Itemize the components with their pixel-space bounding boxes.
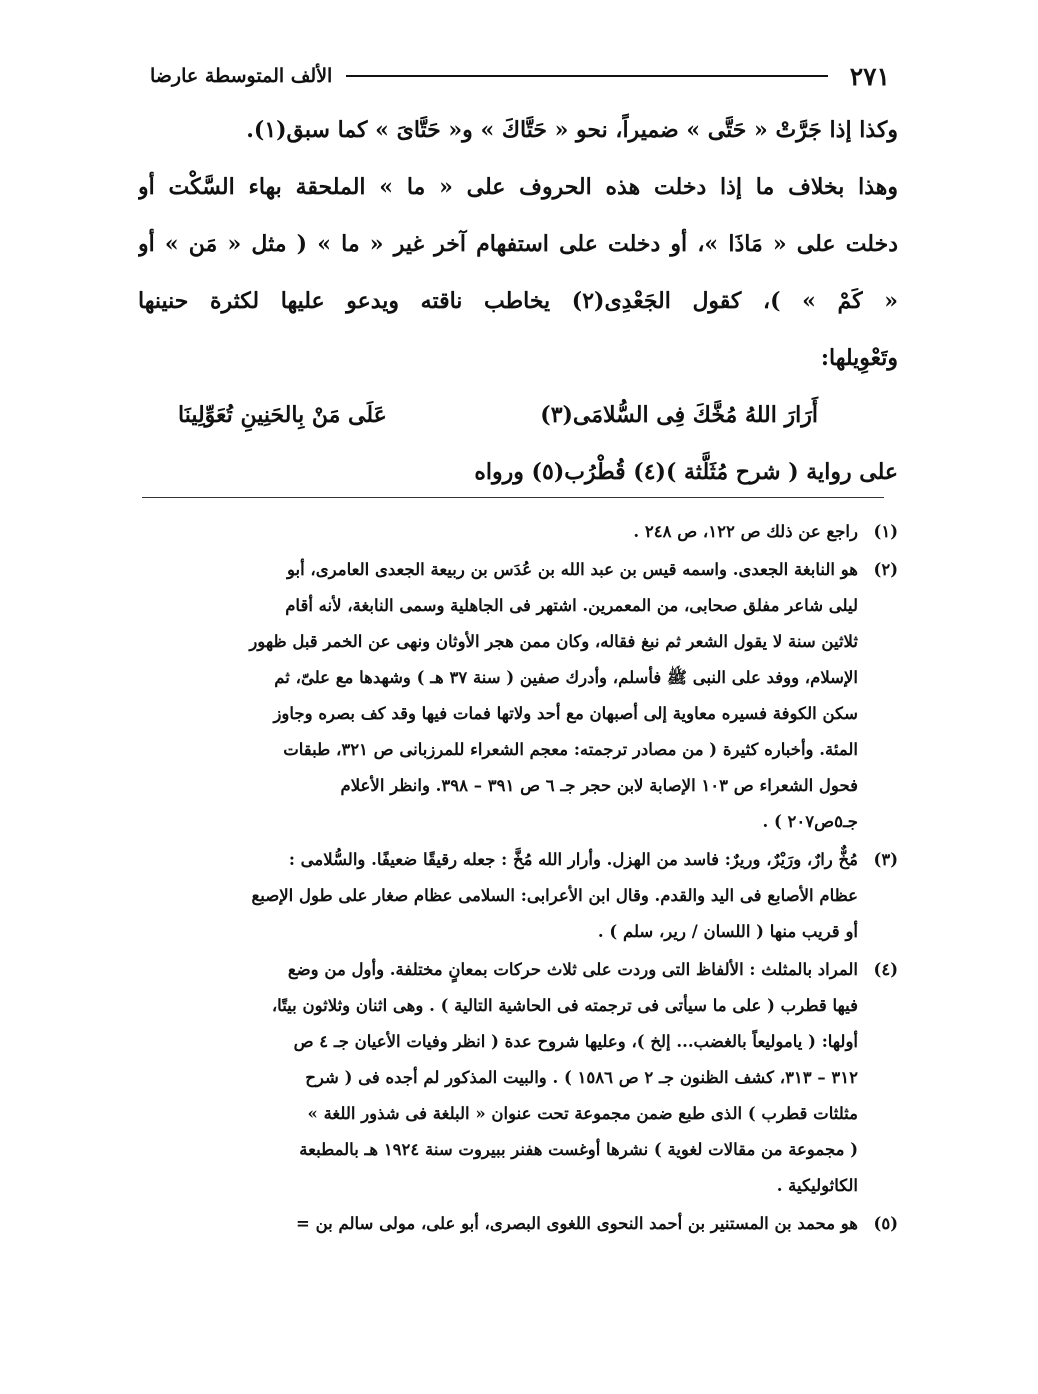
footnote-line: ليلى شاعر مفلق صحابى، من المعمرين. اشتهر فى الجاهلية وسمى النابغة، لأنه أقام	[285, 596, 858, 615]
footnote-line: ٣١٢ – ٣١٣، كشف الظنون جـ ٢ ص ١٥٨٦ ) . والبيت المذكور لم أجده فى ( شرح	[305, 1068, 858, 1087]
footnote-number: (٥)	[873, 1214, 898, 1233]
main-text	[138, 102, 898, 501]
footnote-line: مثلثات قطرب ) الذى طبع ضمن مجموعة تحت عنوان « البلغة فى شذور اللغة »	[307, 1104, 858, 1123]
footnote-line: أولها: ( ياموليعاً بالغضب... إلخ )، وعليها شروح عدة ( انظر وفيات الأعيان جـ ٤ ص	[293, 1032, 858, 1051]
footnote-line: المراد بالمثلث : الألفاظ التى وردت على ثلاث حركات بمعانٍ مختلفة. وأول من وضع	[287, 960, 858, 979]
running-title: الألف المتوسطة عارضا	[150, 65, 333, 87]
footnote-number: (٤)	[873, 960, 898, 979]
footnote-text	[138, 514, 858, 550]
footnote-line: هو محمد بن المستنير بن أحمد النحوى اللغوى البصرى، أبو على، مولى سالم بن =	[296, 1214, 858, 1233]
footnote-text	[138, 952, 858, 1204]
body-line: دخلت على « مَاذَا »، أو دخلت على استفهام آخر غير « ما » ( مثل « مَن » أو	[138, 231, 898, 257]
verse-second-hemistich: عَلَى مَنْ بِالحَنِينِ تُعَوِّلِينَا	[178, 402, 387, 428]
footnote	[138, 514, 898, 550]
poetry-verse	[138, 387, 898, 444]
footnote-text	[138, 1206, 858, 1242]
page-header	[150, 58, 890, 94]
footnote	[138, 952, 898, 1204]
footnote-line: أو قريب منها ( اللسان / رير، سلم ) .	[597, 922, 858, 941]
footnote-number: (١)	[873, 522, 898, 541]
footnote-line: المئة. وأخباره كثيرة ( من مصادر ترجمته: معجم الشعراء للمرزبانى ص ٣٢١، طبقات	[283, 740, 858, 759]
footnote-number: (٣)	[873, 850, 898, 869]
footnote	[138, 552, 898, 840]
footnote	[138, 1206, 898, 1242]
footnote-line: ( مجموعة من مقالات لغوية ) نشرها أوغست هفنر ببيروت سنة ١٩٢٤ هـ بالمطبعة	[299, 1140, 858, 1159]
footnote-text	[138, 842, 858, 950]
footnote-line: عظام الأصابع فى اليد والقدم. وقال ابن الأعرابى: السلامى عظام صغار على طول الإصبع	[251, 886, 858, 905]
footnote-line: جـ٥ص٢٠٧ ) .	[762, 812, 858, 831]
page-number: ٢٧١	[849, 61, 890, 91]
footnote-number: (٢)	[873, 560, 898, 579]
footnote-line: سكن الكوفة فسيره معاوية إلى أصبهان مع أحد ولاتها فمات فيها وقد كف بصره وجاوز	[273, 704, 858, 723]
body-line: وتَعْوِيلها:	[820, 345, 898, 371]
footnote	[138, 842, 898, 950]
footnote-text	[138, 552, 858, 840]
body-line: على رواية ( شرح مُثَلَّثة )(٤) قُطْرُب(٥) ورواه	[474, 459, 898, 485]
footnote-line: ثلاثين سنة لا يقول الشعر ثم نبغ فقاله، وكان ممن هجر الأوثان ونهى عن الخمر قبل ظهور	[249, 632, 858, 651]
footnotes	[138, 514, 898, 1244]
footnote-line: راجع عن ذلك ص ١٢٢، ص ٢٤٨ .	[633, 522, 858, 541]
body-line: وهذا بخلاف ما إذا دخلت هذه الحروف على « ما » الملحقة بهاء السَّكْت أو	[138, 174, 898, 200]
footnote-separator	[142, 497, 884, 498]
body-line: « كَمْ » )، كقول الجَعْدِى(٢) يخاطب ناقته ويدعو عليها لكثرة حنينها	[138, 288, 898, 314]
body-line: وكذا إذا جَرَّتْ « حَتَّى » ضميراً، نحو « حَتَّاكَ » و« حَتَّاىَ » كما سبق(١).	[246, 117, 898, 143]
footnote-line: الإسلام، ووفد على النبى ﷺ فأسلم، وأدرك صفين ( سنة ٣٧ هـ ) وشهدها مع علىّ، ثم	[274, 668, 858, 687]
footnote-line: هو النابغة الجعدى. واسمه قيس بن عبد الله بن عُدَس بن ربيعة الجعدى العامرى، أبو	[286, 560, 858, 579]
header-rule	[346, 75, 827, 77]
footnote-line: فيها قطرب ( على ما سيأتى فى ترجمته فى الحاشية التالية ) . وهى اثنان وثلاثون بيتًا،	[271, 996, 858, 1015]
footnote-line: الكاثوليكية .	[776, 1176, 858, 1195]
footnote-line: فحول الشعراء ص ١٠٣ الإصابة لابن حجر جـ ٦ ص ٣٩١ – ٣٩٨. وانظر الأعلام	[340, 776, 858, 795]
verse-first-hemistich: أَرَارَ اللهُ مُخَّكَ فِى السُّلامَى(٣)	[540, 402, 818, 428]
footnote-line: مُخٌّ رارٌ، ورَيْرٌ، وريرٌ: فاسد من الهزل. وأرار الله مُخَّ : جعله رقيقًا ضعيفًا. والسُّلامى :	[288, 850, 858, 869]
